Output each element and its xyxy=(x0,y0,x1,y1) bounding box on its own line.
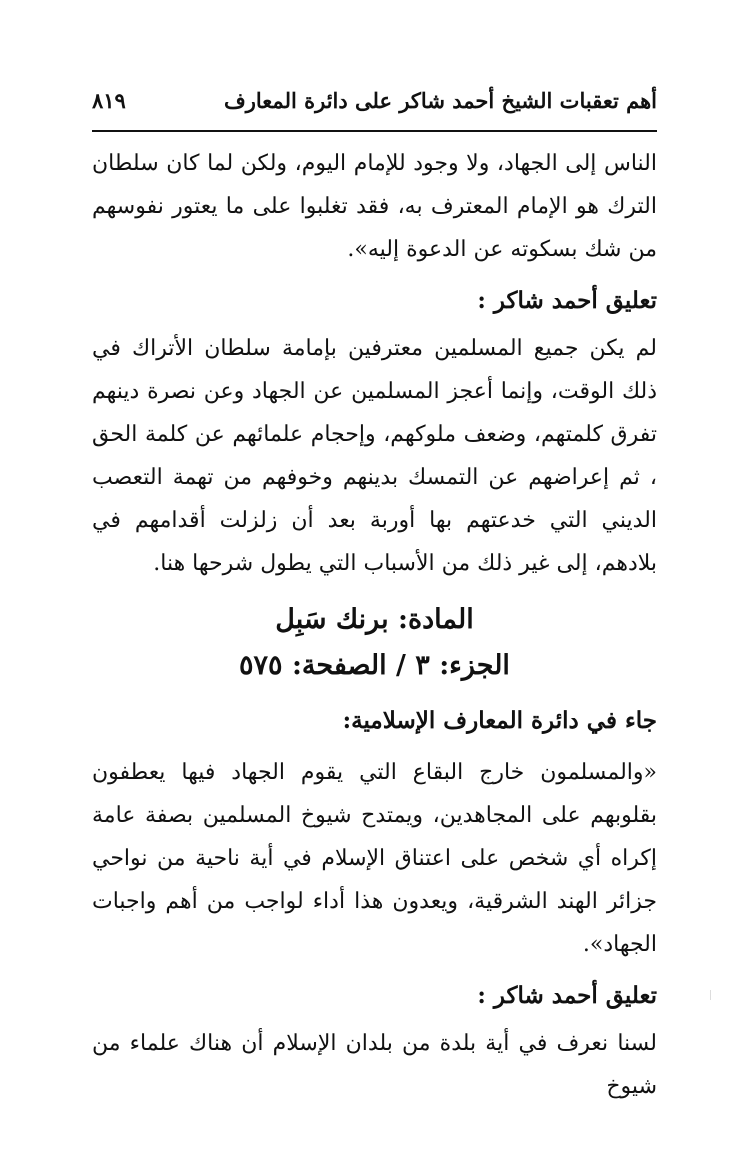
header-title: أهم تعقبات الشيخ أحمد شاكر على دائرة المعارف xyxy=(223,88,657,113)
encyclopedia-heading: جاء في دائرة المعارف الإسلامية: xyxy=(342,707,657,734)
entry-title: المادة: برنك سَبِل xyxy=(275,604,474,635)
comment-heading-1: تعليق أحمد شاكر : xyxy=(477,287,657,314)
encyclopedia-quote: «والمسلمون خارج البقاع التي يقوم الجهاد فيها يعطفون بقلوبهم على المجاهدين، ويمتدح شيوخ المسلمين بصفة عامة إكراه أي شخص على اعتناق الإسلام في أية ناحية من نواحي جزائر الهند الشرقية، ويعدون هذا أداء لواجب من أهم واجبات الجهاد». xyxy=(92,760,657,957)
comment-paragraph-2: لسنا نعرف في أية بلدة من بلدان الإسلام أن هناك علماء من شيوخ xyxy=(92,1031,657,1099)
page-edge-mark xyxy=(710,990,711,1000)
entry-title-block xyxy=(92,597,657,689)
paragraph-continuation: الناس إلى الجهاد، ولا وجود للإمام اليوم، ولكن لما كان سلطان الترك هو الإمام المعترف به، فقد تغلبوا على ما يعتور نفوسهم من شك بسكوته عن الدعوة إليه». xyxy=(92,151,657,262)
running-header xyxy=(92,88,657,132)
comment-paragraph-1: لم يكن جميع المسلمين معترفين بإمامة سلطان الأتراك في ذلك الوقت، وإنما أعجز المسلمين عن الجهاد وعن نصرة دينهم تفرق كلمتهم، وضعف ملوكهم، وإحجام علمائهم عن كلمة الحق ، ثم إعراضهم عن التمسك بدينهم وخوفهم من تهمة التعصب الديني التي خدعتهم بها أوربة بعد أن زلزلت أقدامهم في بلادهم، إلى غير ذلك من الأسباب التي يطول شرحها هنا. xyxy=(92,336,657,576)
entry-reference: الجزء: ٣ / الصفحة: ٥٧٥ xyxy=(239,650,510,681)
book-page xyxy=(92,88,657,1108)
comment-heading-2: تعليق أحمد شاكر : xyxy=(477,982,657,1009)
page-number: ٨١٩ xyxy=(92,88,126,113)
